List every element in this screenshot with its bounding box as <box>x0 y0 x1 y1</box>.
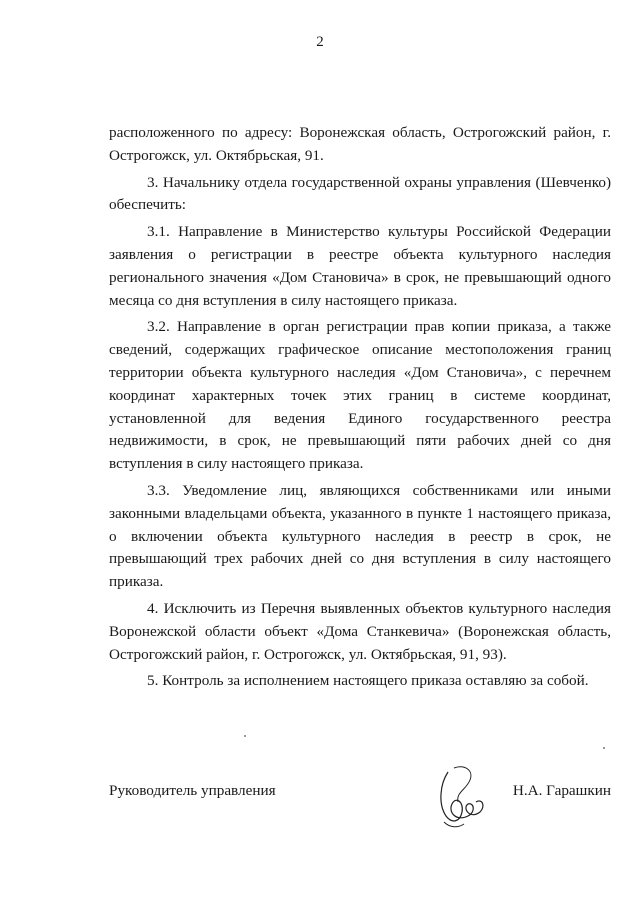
paragraph-item-3-3: 3.3. Уведомление лиц, являющихся собственниками или иными законными владельцами объекта, указанного в пункте 1 настоящего приказа, о включении объекта культурного наследия в реестр в срок, не превышающий трех рабочих дней со дня вступления в силу настоящего приказа. <box>109 481 611 591</box>
document-body <box>109 122 611 693</box>
paragraph-item-4: 4. Исключить из Перечня выявленных объектов культурного наследия Воронежской области объект «Дома Станкевича» (Воронежская область, Острогожский район, г. Острогожск, ул. Октябрьская, 91, 93). <box>109 599 611 663</box>
paragraph-item-3-2: 3.2. Направление в орган регистрации прав копии приказа, а также сведений, содержащих графическое описание местоположения границ территории объекта культурного наследия «Дом Становича», с перечнем координат характерных точек этих границ в системе координат, установленной для ведения Единого государственного реестра недвижимости, в срок, не превышающий пяти рабочих дней со дня вступления в силу настоящего приказа. <box>109 318 611 473</box>
signature-block <box>109 780 611 830</box>
paragraph-item-3-1: 3.1. Направление в Министерство культуры Российской Федерации заявления о регистрации в реестре объекта культурного наследия регионального значения «Дом Становича» в срок, не превышающий одного месяца со дня вступления в силу настоящего приказа. <box>109 223 611 309</box>
scan-speck <box>603 747 605 749</box>
signer-name: Н.А. Гарашкин <box>512 782 611 799</box>
paragraph-address-continuation: расположенного по адресу: Воронежская область, Острогожский район, г. Острогожск, ул. Октябрьская, 91. <box>109 124 611 164</box>
signer-title: Руководитель управления <box>109 782 276 799</box>
scan-speck <box>244 735 246 737</box>
paragraph-item-5: 5. Контроль за исполнением настоящего приказа оставляю за собой. <box>147 672 589 690</box>
paragraph-item-3: 3. Начальнику отдела государственной охраны управления (Шевченко) обеспечить: <box>109 173 611 214</box>
page-number: 2 <box>316 34 324 50</box>
handwritten-signature-icon <box>434 762 494 830</box>
